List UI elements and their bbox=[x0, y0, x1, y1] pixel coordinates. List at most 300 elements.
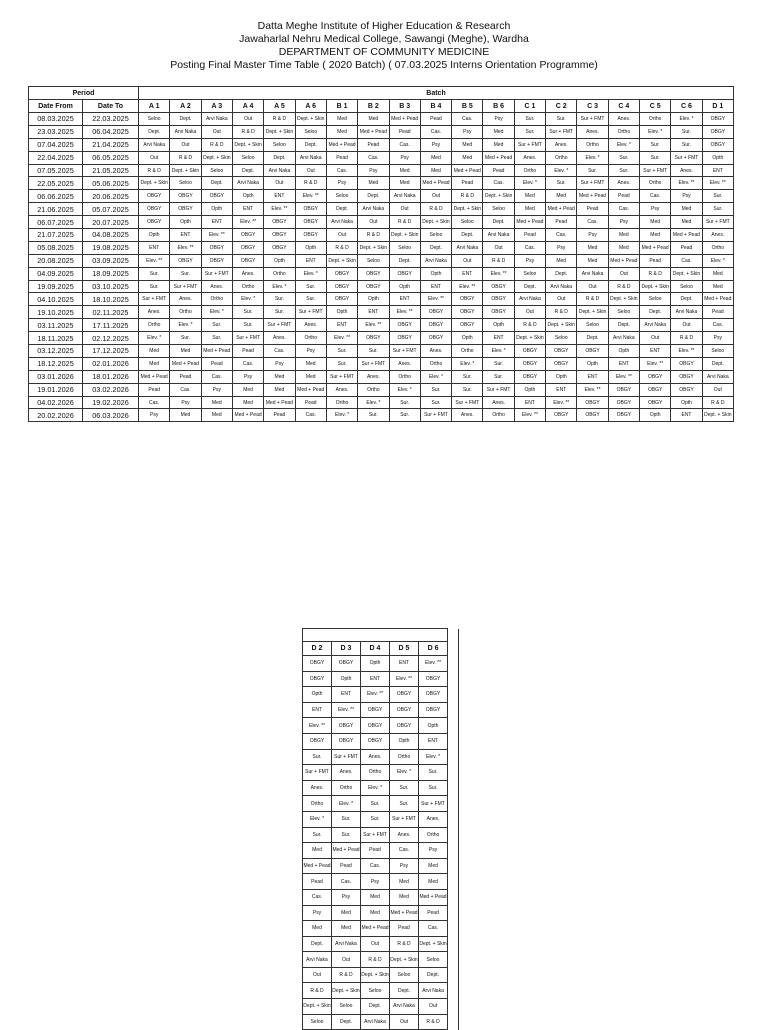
date-from-header: Date From bbox=[29, 100, 83, 113]
table-row bbox=[303, 718, 459, 734]
posting-cell: OBGY bbox=[361, 702, 390, 718]
posting-cell: Ortho bbox=[361, 765, 390, 781]
posting-cell: OBGY bbox=[419, 671, 448, 687]
date-to-cell: 21.05.2025 bbox=[83, 164, 139, 177]
posting-cell: Pead bbox=[361, 843, 390, 859]
posting-cell: Dept. bbox=[671, 293, 702, 306]
table-row bbox=[303, 780, 459, 796]
date-from-cell: 20.08.2025 bbox=[29, 254, 83, 267]
spacer-cell bbox=[448, 1014, 459, 1030]
posting-cell: Sur. bbox=[420, 396, 451, 409]
posting-cell: Opth bbox=[452, 332, 483, 345]
header-row-columns bbox=[29, 100, 734, 113]
posting-cell: Med bbox=[514, 190, 545, 203]
table-row bbox=[29, 177, 734, 190]
posting-cell: ENT bbox=[332, 687, 361, 703]
posting-cell: OBGY bbox=[326, 267, 357, 280]
posting-cell: Ortho bbox=[452, 345, 483, 358]
spacer-cell bbox=[448, 889, 459, 905]
spacer-cell bbox=[448, 796, 459, 812]
posting-cell: Sur + FMT bbox=[264, 319, 295, 332]
posting-cell: Anes. bbox=[390, 827, 419, 843]
posting-cell: Sur + FMT bbox=[303, 765, 332, 781]
posting-cell: Med bbox=[361, 889, 390, 905]
posting-cell: Dept. bbox=[232, 164, 263, 177]
posting-cell: Med bbox=[420, 164, 451, 177]
posting-cell: Elev. ** bbox=[702, 177, 733, 190]
posting-cell: R & D bbox=[419, 1014, 448, 1030]
date-to-cell: 03.10.2025 bbox=[83, 280, 139, 293]
date-to-cell: 17.11.2025 bbox=[83, 319, 139, 332]
posting-cell: Med bbox=[201, 409, 232, 422]
table-row bbox=[303, 889, 459, 905]
posting-cell: Dept. + Skin bbox=[201, 151, 232, 164]
posting-cell: Ortho bbox=[640, 113, 671, 126]
posting-cell: Opth bbox=[232, 190, 263, 203]
period-header: Period bbox=[29, 87, 139, 100]
posting-cell: Out bbox=[303, 967, 332, 983]
posting-cell: Sur + FMT bbox=[577, 113, 608, 126]
table-row bbox=[29, 319, 734, 332]
posting-cell: Elev. ** bbox=[546, 396, 577, 409]
posting-cell: Med bbox=[201, 396, 232, 409]
spacer-cell bbox=[448, 765, 459, 781]
posting-cell: Dept. bbox=[546, 267, 577, 280]
posting-cell: Sur + FMT bbox=[139, 293, 170, 306]
document-header bbox=[0, 20, 768, 72]
posting-cell: Pead bbox=[295, 396, 326, 409]
posting-cell: Dept. + Skin bbox=[483, 190, 514, 203]
table-row bbox=[29, 138, 734, 151]
posting-cell: OBGY bbox=[577, 409, 608, 422]
posting-cell: Sur. bbox=[295, 280, 326, 293]
posting-cell: Cas. bbox=[420, 125, 451, 138]
posting-cell: OBGY bbox=[452, 306, 483, 319]
posting-cell: Out bbox=[483, 241, 514, 254]
posting-cell: OBGY bbox=[332, 718, 361, 734]
posting-cell: Dept. + Skin bbox=[702, 409, 733, 422]
posting-cell: Elev. ** bbox=[577, 383, 608, 396]
posting-cell: Elev. * bbox=[326, 409, 357, 422]
posting-cell: Sur. bbox=[419, 765, 448, 781]
spacer-cell bbox=[448, 733, 459, 749]
posting-cell: ENT bbox=[671, 409, 702, 422]
posting-cell: Elev. * bbox=[358, 396, 389, 409]
posting-cell: Elev. * bbox=[232, 293, 263, 306]
posting-cell: Cas. bbox=[303, 889, 332, 905]
posting-cell: OBGY bbox=[264, 229, 295, 242]
posting-cell: Pead bbox=[420, 113, 451, 126]
table-row bbox=[303, 1014, 459, 1030]
posting-cell: Ortho bbox=[420, 357, 451, 370]
blank-cell bbox=[303, 629, 448, 642]
posting-cell: OBGY bbox=[671, 370, 702, 383]
posting-cell: Seloo bbox=[295, 125, 326, 138]
posting-cell: Dept. bbox=[483, 216, 514, 229]
posting-cell: Med bbox=[332, 905, 361, 921]
posting-cell: Out bbox=[671, 319, 702, 332]
posting-cell: Elev. ** bbox=[326, 332, 357, 345]
posting-cell: Dept. + Skin bbox=[608, 293, 639, 306]
date-to-cell: 03.09.2025 bbox=[83, 254, 139, 267]
posting-cell: Med bbox=[232, 396, 263, 409]
posting-cell: Sur. bbox=[326, 357, 357, 370]
posting-cell: Dept. + Skin bbox=[358, 241, 389, 254]
posting-cell: Psy bbox=[295, 345, 326, 358]
posting-cell: Elev. * bbox=[170, 319, 201, 332]
posting-cell: OBGY bbox=[671, 383, 702, 396]
posting-cell: OBGY bbox=[232, 241, 263, 254]
posting-cell: Dept. bbox=[295, 138, 326, 151]
table-row bbox=[303, 952, 459, 968]
posting-cell: ENT bbox=[201, 216, 232, 229]
table-row bbox=[303, 936, 459, 952]
posting-cell: Opth bbox=[483, 319, 514, 332]
posting-cell: ENT bbox=[389, 293, 420, 306]
posting-cell: Arvi Naka bbox=[483, 229, 514, 242]
posting-cell: Out bbox=[389, 203, 420, 216]
posting-cell: Anes. bbox=[452, 409, 483, 422]
posting-cell: Med + Pead bbox=[232, 409, 263, 422]
posting-cell: Psy bbox=[332, 889, 361, 905]
table-row bbox=[303, 733, 459, 749]
posting-cell: Med bbox=[264, 383, 295, 396]
posting-cell: OBGY bbox=[640, 396, 671, 409]
posting-cell: R & D bbox=[702, 396, 733, 409]
posting-cell: OBGY bbox=[514, 370, 545, 383]
posting-cell: Sur. bbox=[577, 164, 608, 177]
posting-cell: Elev. * bbox=[295, 267, 326, 280]
posting-cell: Anes. bbox=[358, 370, 389, 383]
continuation-blank-row bbox=[303, 629, 459, 642]
spacer-cell bbox=[448, 656, 459, 672]
posting-cell: Ortho bbox=[358, 383, 389, 396]
posting-cell: Dept. bbox=[170, 113, 201, 126]
date-to-cell: 20.07.2025 bbox=[83, 216, 139, 229]
posting-cell: Pead bbox=[390, 921, 419, 937]
table-row bbox=[29, 254, 734, 267]
posting-cell: Med + Pead bbox=[361, 921, 390, 937]
spacer-cell bbox=[448, 811, 459, 827]
posting-cell: Seloo bbox=[640, 293, 671, 306]
posting-cell: Psy bbox=[139, 409, 170, 422]
date-from-cell: 04.02.2026 bbox=[29, 396, 83, 409]
posting-cell: Sur. bbox=[139, 267, 170, 280]
posting-cell: Sur. bbox=[420, 383, 451, 396]
posting-cell: Sur. bbox=[332, 827, 361, 843]
posting-cell: Pead bbox=[671, 241, 702, 254]
posting-cell: Anes. bbox=[361, 749, 390, 765]
date-to-cell: 05.07.2025 bbox=[83, 203, 139, 216]
posting-timetable bbox=[28, 86, 734, 422]
posting-cell: R & D bbox=[303, 983, 332, 999]
posting-cell: Dept. bbox=[389, 254, 420, 267]
posting-cell: Psy bbox=[264, 357, 295, 370]
posting-cell: Seloo bbox=[201, 164, 232, 177]
batch-column-header: B 1 bbox=[326, 100, 357, 113]
date-from-cell: 19.10.2025 bbox=[29, 306, 83, 319]
posting-cell: Elev. ** bbox=[295, 190, 326, 203]
posting-cell: Opth bbox=[420, 267, 451, 280]
posting-cell: Ortho bbox=[170, 306, 201, 319]
date-to-cell: 02.11.2025 bbox=[83, 306, 139, 319]
date-to-cell: 18.01.2026 bbox=[83, 370, 139, 383]
posting-cell: Ortho bbox=[232, 280, 263, 293]
table-row bbox=[29, 357, 734, 370]
posting-cell: Med bbox=[452, 151, 483, 164]
posting-cell: Sur. bbox=[483, 370, 514, 383]
posting-cell: OBGY bbox=[546, 345, 577, 358]
posting-cell: Anes. bbox=[170, 293, 201, 306]
posting-cell: OBGY bbox=[361, 733, 390, 749]
batch-column-header: D 2 bbox=[303, 642, 332, 656]
batch-column-header: B 5 bbox=[452, 100, 483, 113]
posting-cell: Psy bbox=[303, 905, 332, 921]
posting-cell: Arvi Naka bbox=[361, 1014, 390, 1030]
posting-cell: Anes. bbox=[702, 229, 733, 242]
posting-cell: Psy bbox=[201, 383, 232, 396]
posting-cell: Anes. bbox=[514, 151, 545, 164]
posting-cell: Elev. * bbox=[264, 280, 295, 293]
posting-cell: Opth bbox=[546, 370, 577, 383]
posting-cell: Arvi Naka bbox=[264, 164, 295, 177]
posting-cell: Seloo bbox=[671, 280, 702, 293]
spacer-cell bbox=[448, 921, 459, 937]
posting-cell: OBGY bbox=[139, 203, 170, 216]
posting-cell: Sur + FMT bbox=[452, 396, 483, 409]
batch-column-header: B 3 bbox=[389, 100, 420, 113]
posting-cell: Elev. * bbox=[420, 370, 451, 383]
posting-cell: Psy bbox=[608, 216, 639, 229]
posting-cell: Dept. bbox=[303, 936, 332, 952]
posting-cell: OBGY bbox=[264, 216, 295, 229]
posting-cell: Cas. bbox=[577, 216, 608, 229]
posting-cell: Out bbox=[577, 280, 608, 293]
date-from-cell: 19.01.2026 bbox=[29, 383, 83, 396]
posting-cell: Sur. bbox=[419, 780, 448, 796]
posting-cell: Dept. bbox=[390, 983, 419, 999]
posting-cell: Med bbox=[702, 280, 733, 293]
posting-cell: Sur. bbox=[170, 332, 201, 345]
batch-column-header: A 3 bbox=[201, 100, 232, 113]
posting-cell: Med bbox=[358, 177, 389, 190]
posting-cell: Med bbox=[608, 229, 639, 242]
posting-cell: Anes. bbox=[608, 113, 639, 126]
date-from-cell: 21.06.2025 bbox=[29, 203, 83, 216]
posting-cell: Med + Pead bbox=[390, 905, 419, 921]
posting-cell: Out bbox=[232, 113, 263, 126]
posting-cell: Out bbox=[295, 164, 326, 177]
posting-cell: Anes. bbox=[295, 319, 326, 332]
posting-cell: Med + Pead bbox=[332, 843, 361, 859]
posting-cell: Opth bbox=[326, 306, 357, 319]
posting-cell: Med bbox=[264, 370, 295, 383]
posting-cell: Sur + FMT bbox=[702, 216, 733, 229]
posting-cell: ENT bbox=[390, 656, 419, 672]
posting-cell: Pead bbox=[702, 306, 733, 319]
posting-cell: Sur. bbox=[514, 125, 545, 138]
posting-cell: Med bbox=[139, 345, 170, 358]
posting-cell: ENT bbox=[483, 332, 514, 345]
posting-cell: Out bbox=[264, 177, 295, 190]
spacer-cell bbox=[448, 874, 459, 890]
posting-cell: R & D bbox=[483, 254, 514, 267]
posting-cell: Sur. bbox=[232, 306, 263, 319]
posting-cell: Out bbox=[326, 229, 357, 242]
table-row bbox=[303, 999, 459, 1015]
posting-cell: Med + Pead bbox=[671, 229, 702, 242]
posting-cell: Sur. bbox=[361, 811, 390, 827]
header-row-groups bbox=[29, 87, 734, 100]
table-row bbox=[303, 811, 459, 827]
posting-cell: Cas. bbox=[361, 858, 390, 874]
table-row bbox=[303, 921, 459, 937]
posting-cell: Ortho bbox=[332, 780, 361, 796]
posting-cell: Seloo bbox=[546, 332, 577, 345]
posting-cell: Seloo bbox=[419, 952, 448, 968]
posting-cell: Sur. bbox=[608, 151, 639, 164]
posting-cell: Opth bbox=[358, 293, 389, 306]
posting-cell: Dept. + Skin bbox=[546, 319, 577, 332]
table-row bbox=[29, 306, 734, 319]
posting-cell: Cas. bbox=[389, 138, 420, 151]
table-row bbox=[303, 656, 459, 672]
posting-cell: Cas. bbox=[452, 113, 483, 126]
posting-cell: Dept. + Skin bbox=[419, 936, 448, 952]
posting-cell: Elev. * bbox=[303, 811, 332, 827]
posting-cell: Elev. * bbox=[452, 357, 483, 370]
posting-cell: Cas. bbox=[640, 190, 671, 203]
posting-cell: OBGY bbox=[201, 254, 232, 267]
posting-cell: OBGY bbox=[671, 357, 702, 370]
posting-cell: OBGY bbox=[702, 113, 733, 126]
posting-cell: Pead bbox=[326, 151, 357, 164]
posting-cell: OBGY bbox=[702, 138, 733, 151]
posting-cell: Arvi Naka bbox=[514, 293, 545, 306]
posting-cell: Arvi Naka bbox=[702, 370, 733, 383]
posting-cell: Seloo bbox=[514, 267, 545, 280]
posting-cell: Opth bbox=[640, 409, 671, 422]
posting-cell: Arvi Naka bbox=[303, 952, 332, 968]
posting-cell: Pead bbox=[264, 409, 295, 422]
table-row bbox=[29, 280, 734, 293]
posting-cell: OBGY bbox=[358, 267, 389, 280]
spacer-cell bbox=[448, 936, 459, 952]
batch-column-header: C 1 bbox=[514, 100, 545, 113]
posting-cell: Cas. bbox=[170, 383, 201, 396]
posting-cell: Sur + FMT bbox=[232, 332, 263, 345]
posting-cell: R & D bbox=[326, 241, 357, 254]
posting-cell: Anes. bbox=[303, 780, 332, 796]
posting-cell: Elev. * bbox=[389, 383, 420, 396]
table-row bbox=[303, 671, 459, 687]
posting-cell: Opth bbox=[671, 396, 702, 409]
posting-cell: Med bbox=[483, 125, 514, 138]
posting-cell: Out bbox=[332, 952, 361, 968]
posting-cell: Psy bbox=[483, 113, 514, 126]
posting-cell: Psy bbox=[640, 203, 671, 216]
posting-cell: Elev. ** bbox=[390, 671, 419, 687]
posting-cell: Elev. ** bbox=[170, 241, 201, 254]
posting-cell: Sur. bbox=[232, 319, 263, 332]
posting-cell: R & D bbox=[671, 332, 702, 345]
posting-cell: Pead bbox=[232, 345, 263, 358]
table-row bbox=[303, 858, 459, 874]
spacer-cell bbox=[448, 999, 459, 1015]
posting-cell: Med bbox=[514, 203, 545, 216]
posting-cell: Med bbox=[671, 203, 702, 216]
posting-cell: Anes. bbox=[232, 267, 263, 280]
posting-cell: Sur + FMT bbox=[170, 280, 201, 293]
posting-cell: Seloo bbox=[420, 229, 451, 242]
posting-cell: Dept. bbox=[326, 203, 357, 216]
continuation-header-row bbox=[303, 642, 459, 656]
posting-cell: Med bbox=[577, 254, 608, 267]
table-row bbox=[29, 396, 734, 409]
posting-cell: Pead bbox=[608, 190, 639, 203]
posting-cell: Opth bbox=[702, 151, 733, 164]
posting-cell: Seloo bbox=[332, 999, 361, 1015]
posting-cell: Sur + FMT bbox=[295, 306, 326, 319]
posting-cell: Dept. bbox=[358, 190, 389, 203]
posting-cell: Psy bbox=[358, 164, 389, 177]
posting-cell: Elev. ** bbox=[332, 702, 361, 718]
posting-cell: Ortho bbox=[264, 267, 295, 280]
posting-cell: Anes. bbox=[419, 811, 448, 827]
posting-cell: Elev. ** bbox=[389, 306, 420, 319]
posting-cell: Ortho bbox=[389, 370, 420, 383]
posting-cell: Psy bbox=[232, 370, 263, 383]
date-from-cell: 05.08.2025 bbox=[29, 241, 83, 254]
posting-cell: Sur. bbox=[264, 293, 295, 306]
posting-cell: Psy bbox=[671, 190, 702, 203]
posting-cell: Sur. bbox=[139, 280, 170, 293]
table-row bbox=[29, 241, 734, 254]
posting-cell: Anes. bbox=[264, 332, 295, 345]
table-row bbox=[29, 409, 734, 422]
table-row bbox=[303, 874, 459, 890]
posting-cell: Pead bbox=[514, 229, 545, 242]
posting-cell: Dept. bbox=[264, 151, 295, 164]
posting-cell: ENT bbox=[232, 203, 263, 216]
batch-column-header: D 5 bbox=[390, 642, 419, 656]
posting-cell: Out bbox=[546, 293, 577, 306]
posting-cell: OBGY bbox=[303, 656, 332, 672]
posting-cell: OBGY bbox=[608, 409, 639, 422]
posting-cell: Sur. bbox=[170, 267, 201, 280]
posting-cell: Elev. ** bbox=[608, 370, 639, 383]
posting-cell: Dept. + Skin bbox=[389, 229, 420, 242]
posting-cell: Sur. bbox=[640, 151, 671, 164]
posting-cell: Seloo bbox=[577, 319, 608, 332]
posting-cell: Cas. bbox=[326, 164, 357, 177]
posting-cell: Cas. bbox=[264, 345, 295, 358]
posting-cell: Med + Pead bbox=[546, 203, 577, 216]
posting-cell: OBGY bbox=[390, 687, 419, 703]
date-to-cell: 05.06.2025 bbox=[83, 177, 139, 190]
posting-cell: Elev. ** bbox=[640, 357, 671, 370]
posting-cell: Arvi Naka bbox=[419, 983, 448, 999]
date-from-cell: 06.07.2025 bbox=[29, 216, 83, 229]
date-to-cell: 20.06.2025 bbox=[83, 190, 139, 203]
posting-cell: Elev. * bbox=[139, 332, 170, 345]
posting-cell: Sur. bbox=[452, 370, 483, 383]
posting-cell: Psy bbox=[390, 858, 419, 874]
posting-cell: Arvi Naka bbox=[577, 267, 608, 280]
date-to-cell: 18.10.2025 bbox=[83, 293, 139, 306]
posting-cell: OBGY bbox=[358, 280, 389, 293]
spacer-cell bbox=[448, 858, 459, 874]
